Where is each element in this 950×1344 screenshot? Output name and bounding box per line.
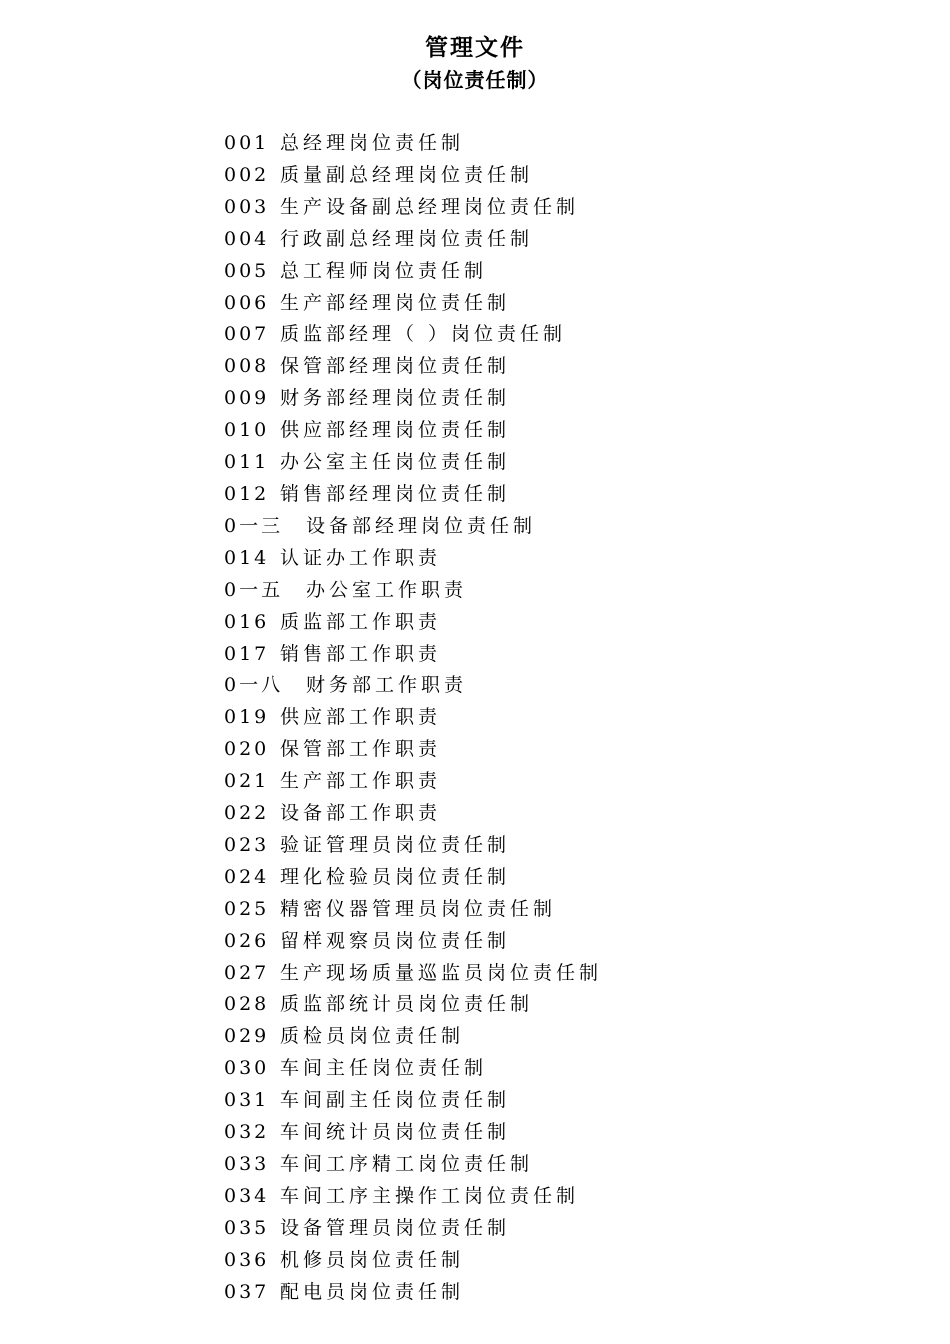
toc-item-number: 027 — [224, 961, 270, 984]
toc-item-title: 质监部统计员岗位责任制 — [280, 993, 534, 1016]
toc-item-title: 精密仪器管理员岗位责任制 — [280, 897, 557, 920]
toc-item-number: 001 — [224, 132, 270, 154]
toc-item-number: 016 — [224, 610, 270, 633]
toc-item — [224, 575, 602, 607]
toc-item — [224, 319, 602, 351]
toc-item — [224, 702, 602, 734]
toc-item-number: 031 — [224, 1089, 270, 1112]
toc-item-title: 供应部工作职责 — [280, 706, 442, 729]
document-title: 管理文件 — [425, 35, 525, 61]
toc-item — [224, 383, 602, 415]
toc-item-title: 设备部工作职责 — [280, 802, 442, 825]
toc-item-number: 014 — [224, 546, 270, 569]
toc-item-number: 034 — [224, 1184, 270, 1207]
toc-item — [224, 1053, 602, 1085]
toc-item-title: 机修员岗位责任制 — [280, 1248, 465, 1271]
toc-item — [224, 511, 602, 543]
toc-item-title: 总工程师岗位责任制 — [280, 259, 488, 282]
toc-item-number: 003 — [224, 195, 270, 218]
toc-item — [224, 351, 602, 383]
toc-item-number: 010 — [224, 419, 270, 442]
toc-item — [224, 607, 602, 639]
toc-item — [224, 670, 602, 702]
toc-item-number: 011 — [224, 451, 270, 474]
toc-item-title: 设备部经理岗位责任制 — [306, 514, 537, 537]
toc-item-number: 004 — [224, 227, 270, 250]
toc-item-number: 002 — [224, 163, 270, 186]
toc-item — [224, 479, 602, 511]
toc-item-title: 车间主任岗位责任制 — [280, 1057, 488, 1080]
toc-item — [224, 894, 602, 926]
toc-item-number: 024 — [224, 865, 270, 888]
toc-item-title: 质量副总经理岗位责任制 — [280, 163, 534, 186]
toc-item-number: 017 — [224, 642, 270, 665]
toc-item — [224, 1181, 602, 1213]
toc-item — [224, 224, 602, 256]
toc-item — [224, 543, 602, 575]
toc-item-number: 028 — [224, 993, 270, 1016]
toc-item — [224, 862, 602, 894]
toc-item — [224, 1277, 602, 1309]
document-subtitle: （岗位责任制） — [401, 68, 549, 92]
toc-item-title: 供应部经理岗位责任制 — [280, 419, 511, 442]
toc-item-number: 023 — [224, 833, 270, 856]
toc-item-title: 销售部工作职责 — [280, 642, 442, 665]
toc-item-title: 办公室工作职责 — [306, 578, 468, 601]
toc-item-title: 配电员岗位责任制 — [280, 1280, 465, 1303]
toc-item-number: 030 — [224, 1057, 270, 1080]
toc-item — [224, 288, 602, 320]
toc-item-title: 生产部经理岗位责任制 — [280, 291, 511, 314]
toc-item-title: 办公室主任岗位责任制 — [280, 451, 511, 474]
toc-item-number: 012 — [224, 482, 270, 505]
toc-item-number: 032 — [224, 1121, 270, 1144]
toc-item — [224, 415, 602, 447]
toc-item-number: 037 — [224, 1280, 270, 1303]
toc-item — [224, 734, 602, 766]
table-of-contents — [224, 128, 602, 1309]
toc-item — [224, 256, 602, 288]
toc-item-number: 022 — [224, 802, 270, 825]
toc-item — [224, 128, 602, 160]
toc-item-title: 设备管理员岗位责任制 — [280, 1216, 511, 1239]
toc-item — [224, 926, 602, 958]
toc-item-title: 车间工序主操作工岗位责任制 — [280, 1184, 580, 1207]
toc-item-number: 005 — [224, 259, 270, 282]
toc-item — [224, 1021, 602, 1053]
toc-item-number: 025 — [224, 897, 270, 920]
toc-item-title: 生产部工作职责 — [280, 770, 442, 793]
toc-item-number: 021 — [224, 770, 270, 793]
toc-item-title: 认证办工作职责 — [280, 546, 442, 569]
toc-item — [224, 1117, 602, 1149]
toc-item-title: 保管部工作职责 — [280, 738, 442, 761]
toc-item-title: 生产现场质量巡监员岗位责任制 — [280, 961, 603, 984]
toc-item-title: 财务部工作职责 — [306, 674, 468, 697]
toc-item-title: 生产设备副总经理岗位责任制 — [280, 195, 580, 218]
toc-item — [224, 447, 602, 479]
toc-item — [224, 1213, 602, 1245]
toc-item-title: 理化检验员岗位责任制 — [280, 865, 511, 888]
toc-item-title: 车间统计员岗位责任制 — [280, 1121, 511, 1144]
toc-item-title: 验证管理员岗位责任制 — [280, 833, 511, 856]
toc-item-number: 033 — [224, 1153, 270, 1175]
toc-item — [224, 766, 602, 798]
toc-item-title: 总经理岗位责任制 — [280, 132, 465, 154]
toc-item-title: 保管部经理岗位责任制 — [280, 355, 511, 378]
toc-item-number: 029 — [224, 1025, 270, 1048]
toc-item-title: 财务部经理岗位责任制 — [280, 387, 511, 410]
toc-item — [224, 1085, 602, 1117]
toc-item-title: 车间工序精工岗位责任制 — [280, 1153, 534, 1175]
toc-item-number: 020 — [224, 738, 270, 761]
toc-item-number: 009 — [224, 387, 270, 410]
toc-item — [224, 958, 602, 990]
toc-item-title: 车间副主任岗位责任制 — [280, 1089, 511, 1112]
toc-item-number: 006 — [224, 291, 270, 314]
toc-item-number: 036 — [224, 1248, 270, 1271]
toc-item — [224, 798, 602, 830]
toc-item — [224, 160, 602, 192]
toc-item-number: 008 — [224, 355, 270, 378]
toc-item-number: 0一五 — [224, 578, 284, 601]
toc-item — [224, 1245, 602, 1277]
toc-item — [224, 830, 602, 862]
toc-item-title: 行政副总经理岗位责任制 — [280, 227, 534, 250]
toc-item — [224, 192, 602, 224]
toc-item-number: 035 — [224, 1216, 270, 1239]
toc-item-title: 质监部经理（ ）岗位责任制 — [280, 323, 567, 346]
toc-item — [224, 989, 602, 1021]
toc-item-title: 留样观察员岗位责任制 — [280, 929, 511, 952]
toc-item-number: 019 — [224, 706, 270, 729]
toc-item-title: 质监部工作职责 — [280, 610, 442, 633]
toc-item-title: 销售部经理岗位责任制 — [280, 482, 511, 505]
toc-item-number: 0一三 — [224, 514, 284, 537]
toc-item — [224, 639, 602, 671]
toc-item-number: 0一八 — [224, 674, 284, 697]
toc-item-number: 026 — [224, 929, 270, 952]
toc-item — [224, 1149, 602, 1181]
toc-item-number: 007 — [224, 323, 270, 346]
toc-item-title: 质检员岗位责任制 — [280, 1025, 465, 1048]
